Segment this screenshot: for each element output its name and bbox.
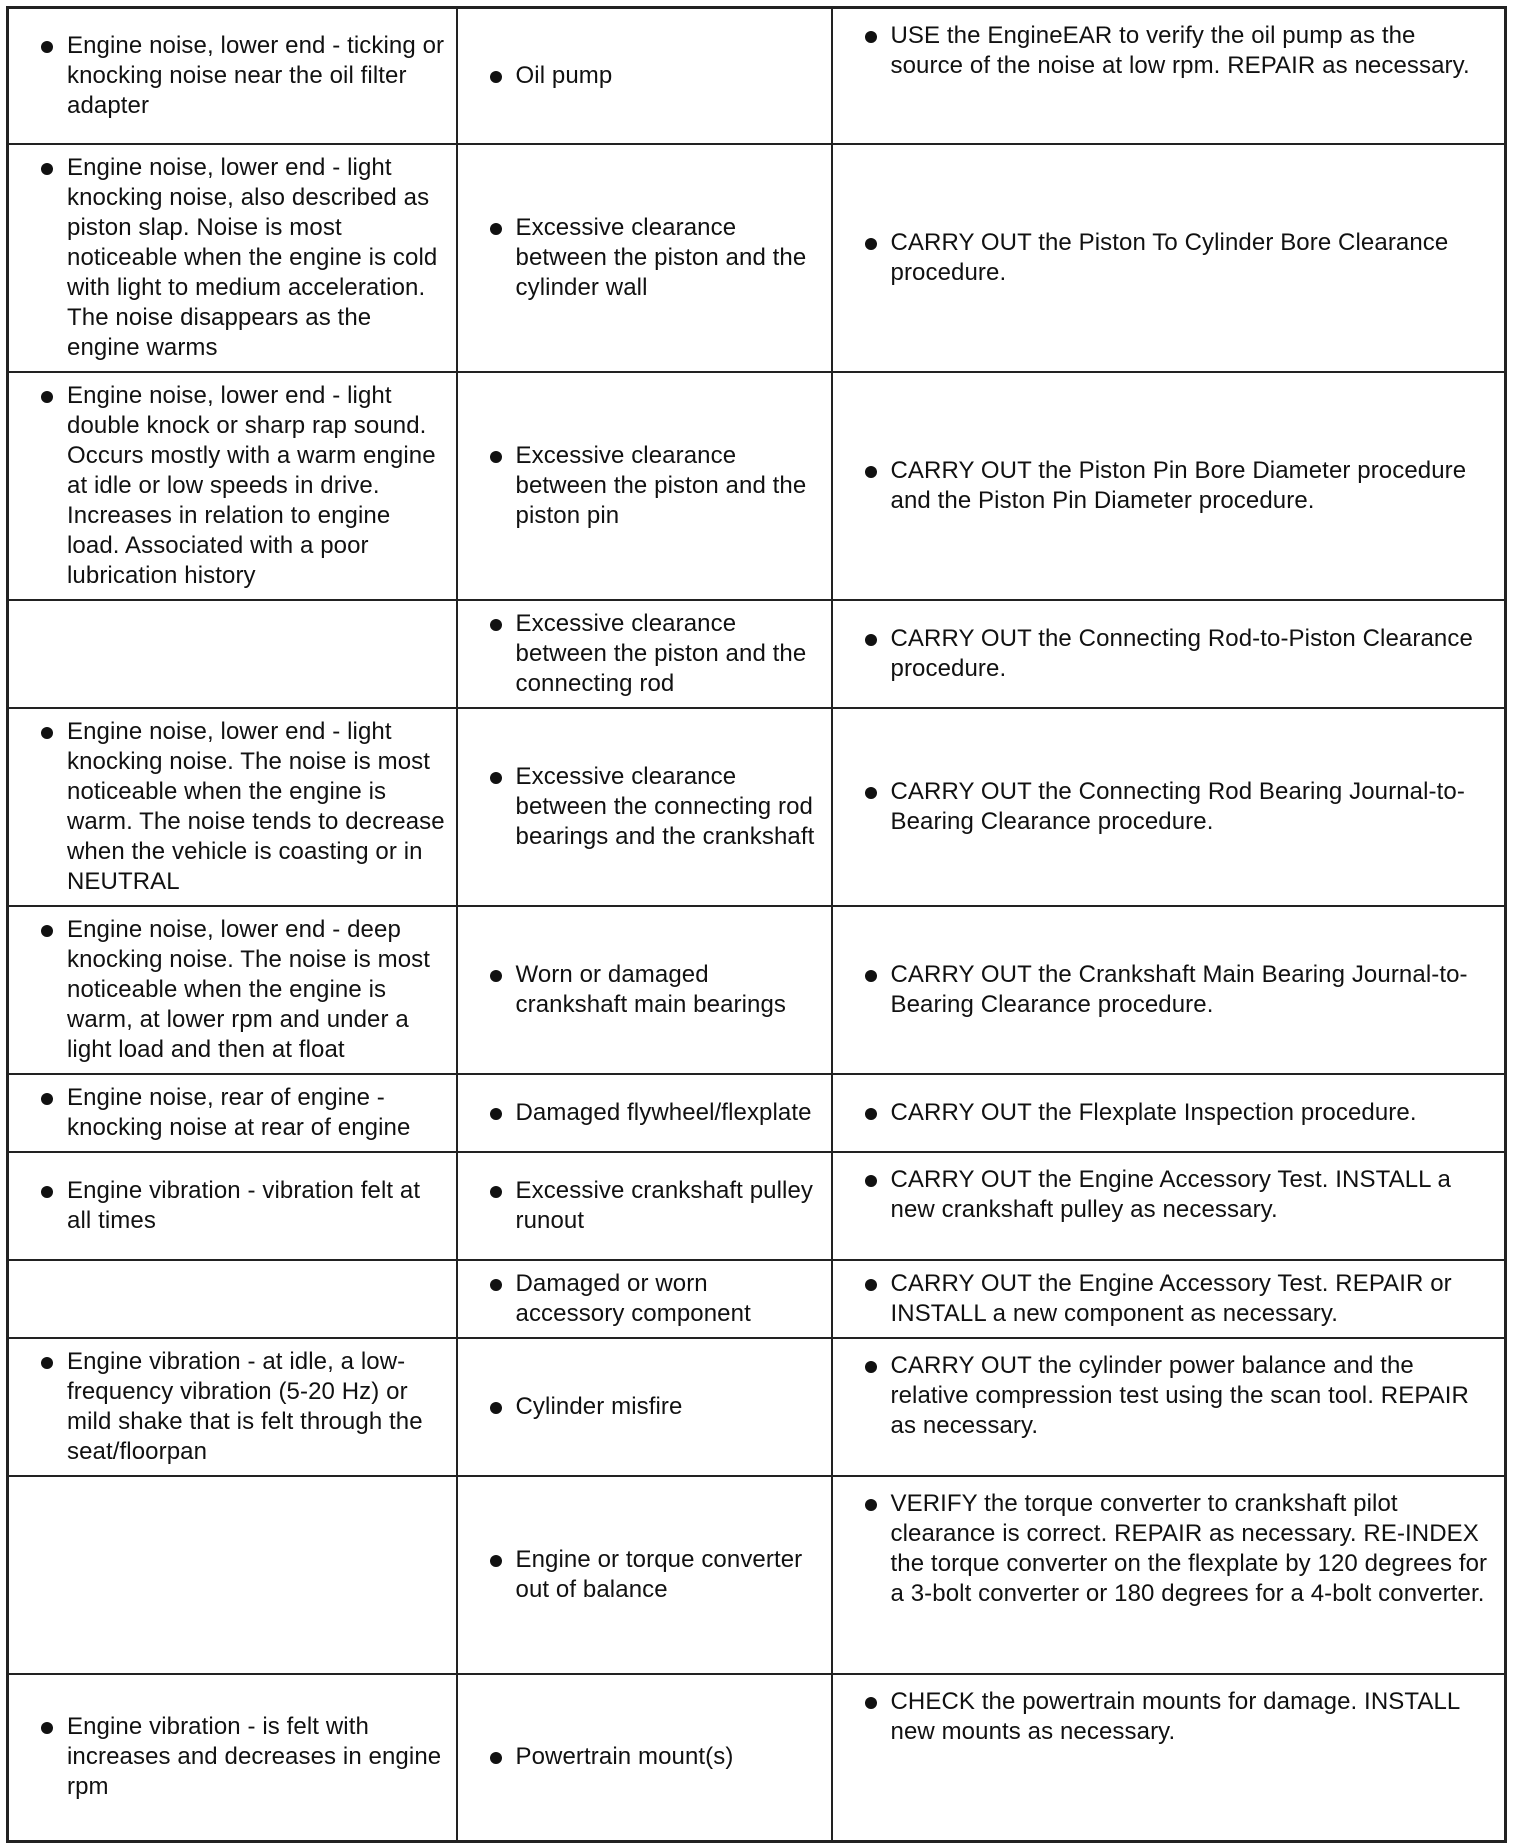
source-text: Excessive clearance between the piston and the connecting rod	[484, 609, 821, 699]
source-text: Powertrain mount(s)	[484, 1742, 821, 1772]
condition-text: Engine vibration - is felt with increases and decreases in engine rpm	[35, 1712, 446, 1802]
source-text: Cylinder misfire	[484, 1392, 821, 1422]
diagnosis-table	[6, 6, 1507, 1843]
action-text: CARRY OUT the Connecting Rod-to-Piston Clearance procedure.	[859, 624, 1495, 684]
table-row	[8, 906, 1506, 1074]
condition-cell	[8, 144, 457, 372]
source-text: Excessive crankshaft pulley runout	[484, 1176, 821, 1236]
source-text: Engine or torque converter out of balance	[484, 1545, 821, 1605]
action-cell	[832, 1074, 1506, 1152]
condition-cell	[8, 1674, 457, 1842]
condition-text: Engine noise, lower end - light knocking noise, also described as piston slap. Noise is most noticeable when the engine is cold with light to medium acceleration. The noise disappears as the engine warms	[35, 153, 446, 363]
source-text: Excessive clearance between the piston and the piston pin	[484, 441, 821, 531]
condition-cell	[8, 1074, 457, 1152]
source-cell	[457, 1074, 832, 1152]
source-cell	[457, 708, 832, 906]
condition-text: Engine noise, lower end - deep knocking noise. The noise is most noticeable when the engine is warm, at lower rpm and under a light load and then at float	[35, 915, 446, 1065]
condition-cell	[8, 8, 457, 144]
table-row	[8, 1674, 1506, 1842]
table-row	[8, 1476, 1506, 1674]
source-cell	[457, 906, 832, 1074]
condition-text: Engine vibration - at idle, a low-frequency vibration (5-20 Hz) or mild shake that is felt through the seat/floorpan	[35, 1347, 446, 1467]
action-cell	[832, 1338, 1506, 1476]
condition-cell	[8, 1152, 457, 1260]
condition-cell	[8, 1476, 457, 1674]
source-text: Damaged or worn accessory component	[484, 1269, 821, 1329]
source-text: Worn or damaged crankshaft main bearings	[484, 960, 821, 1020]
source-cell	[457, 372, 832, 600]
condition-cell	[8, 906, 457, 1074]
source-text: Oil pump	[484, 61, 821, 91]
action-cell	[832, 906, 1506, 1074]
source-cell	[457, 1674, 832, 1842]
table-row	[8, 1260, 1506, 1338]
source-cell	[457, 144, 832, 372]
action-text: CARRY OUT the Piston To Cylinder Bore Clearance procedure.	[859, 228, 1495, 288]
table-row	[8, 144, 1506, 372]
source-cell	[457, 1338, 832, 1476]
table-row	[8, 708, 1506, 906]
condition-cell	[8, 1260, 457, 1338]
action-text: CARRY OUT the cylinder power balance and the relative compression test using the scan tool. REPAIR as necessary.	[859, 1351, 1495, 1441]
action-text: CHECK the powertrain mounts for damage. INSTALL new mounts as necessary.	[859, 1687, 1495, 1747]
table-row	[8, 8, 1506, 144]
condition-text: Engine noise, rear of engine - knocking noise at rear of engine	[35, 1083, 446, 1143]
condition-text: Engine noise, lower end - light knocking noise. The noise is most noticeable when the engine is warm. The noise tends to decrease when the vehicle is coasting or in NEUTRAL	[35, 717, 446, 897]
action-cell	[832, 1674, 1506, 1842]
condition-cell	[8, 372, 457, 600]
table-row	[8, 600, 1506, 708]
action-cell	[832, 8, 1506, 144]
table-row	[8, 1152, 1506, 1260]
source-text: Excessive clearance between the connecting rod bearings and the crankshaft	[484, 762, 821, 852]
condition-cell	[8, 708, 457, 906]
action-cell	[832, 372, 1506, 600]
source-cell	[457, 1476, 832, 1674]
action-cell	[832, 1152, 1506, 1260]
source-text: Damaged flywheel/flexplate	[484, 1098, 821, 1128]
action-cell	[832, 144, 1506, 372]
action-cell	[832, 600, 1506, 708]
action-cell	[832, 1476, 1506, 1674]
condition-cell	[8, 600, 457, 708]
action-text: USE the EngineEAR to verify the oil pump as the source of the noise at low rpm. REPAIR as necessary.	[859, 21, 1495, 81]
table-row	[8, 372, 1506, 600]
source-text: Excessive clearance between the piston and the cylinder wall	[484, 213, 821, 303]
table-row	[8, 1074, 1506, 1152]
source-cell	[457, 1260, 832, 1338]
condition-text: Engine noise, lower end - ticking or knocking noise near the oil filter adapter	[35, 31, 446, 121]
table-row	[8, 1338, 1506, 1476]
action-text: CARRY OUT the Flexplate Inspection procedure.	[859, 1098, 1495, 1128]
source-cell	[457, 600, 832, 708]
action-text: CARRY OUT the Connecting Rod Bearing Journal-to-Bearing Clearance procedure.	[859, 777, 1495, 837]
condition-text: Engine noise, lower end - light double knock or sharp rap sound. Occurs mostly with a warm engine at idle or low speeds in drive. Increases in relation to engine load. Associated with a poor lubrication history	[35, 381, 446, 591]
condition-cell	[8, 1338, 457, 1476]
source-cell	[457, 1152, 832, 1260]
action-text: CARRY OUT the Engine Accessory Test. INSTALL a new crankshaft pulley as necessary.	[859, 1165, 1495, 1225]
action-text: CARRY OUT the Piston Pin Bore Diameter procedure and the Piston Pin Diameter procedure.	[859, 456, 1495, 516]
action-text: CARRY OUT the Engine Accessory Test. REPAIR or INSTALL a new component as necessary.	[859, 1269, 1495, 1329]
action-cell	[832, 708, 1506, 906]
condition-text: Engine vibration - vibration felt at all times	[35, 1176, 446, 1236]
source-cell	[457, 8, 832, 144]
action-cell	[832, 1260, 1506, 1338]
action-text: CARRY OUT the Crankshaft Main Bearing Journal-to-Bearing Clearance procedure.	[859, 960, 1495, 1020]
action-text: VERIFY the torque converter to crankshaft pilot clearance is correct. REPAIR as necessary. RE-INDEX the torque converter on the flexplate by 120 degrees for a 3-bolt converter or 180 degrees for a 4-bolt converter.	[859, 1489, 1495, 1609]
